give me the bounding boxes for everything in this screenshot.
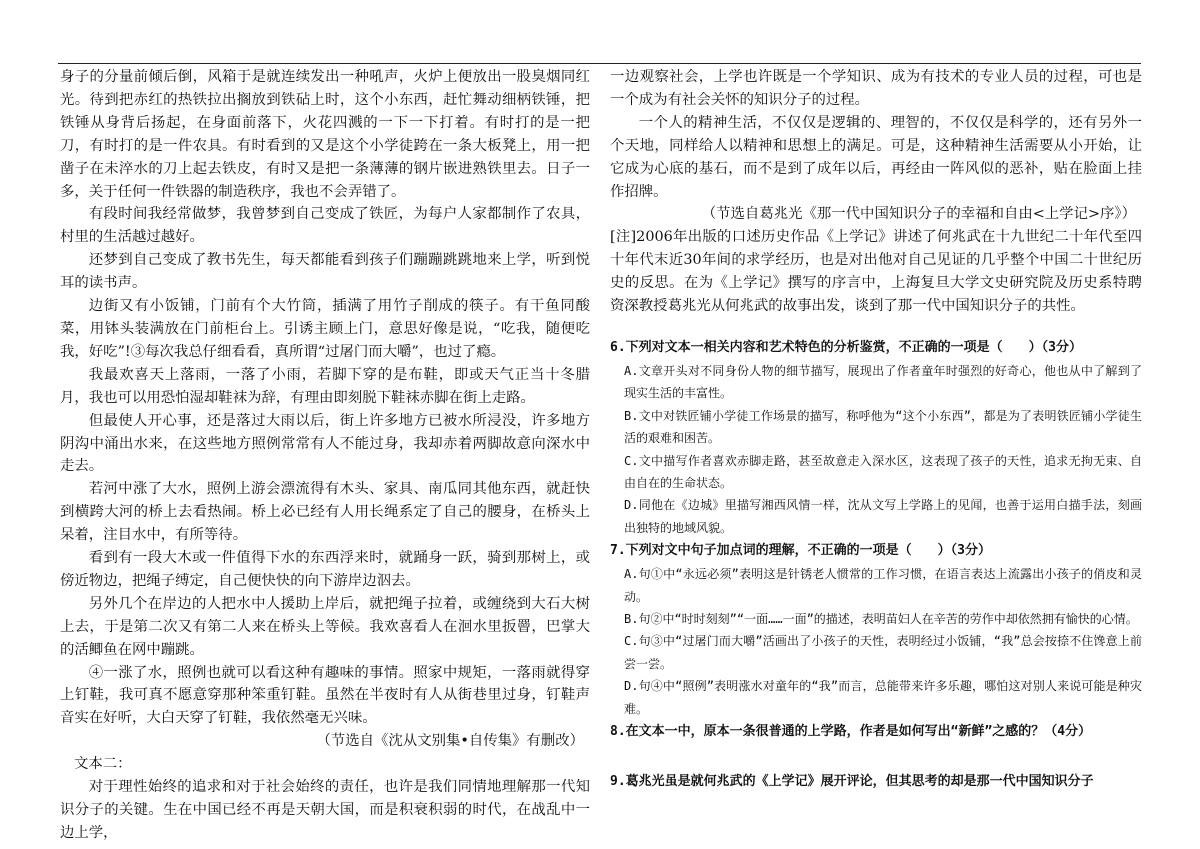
spacer: [610, 318, 1142, 336]
question-stem: 7.下列对文中句子加点词的理解，不正确的一项是（ ）（3分）: [610, 543, 991, 559]
option-d: D.同他在《边城》里描写湘西风情一样，沈从文写上学路上的见闻，也善于运用白描手法，刻画出独特的地域风貌。: [624, 498, 1142, 535]
question-stem: 9.葛兆光虽是就何兆武的《上学记》展开评论，但其思考的却是那一代中国知识分子: [610, 774, 1094, 790]
option-b: B.句②中“时时刻刻”“一面……一面”的描述，表明苗妇人在辛苦的劳作中却依然拥有愉快的心情。: [624, 612, 1138, 627]
paragraph: 身子的分量前倾后倒，风箱于是就连续发出一种吼声，火炉上便放出一股臭烟同红光。待到把赤红的热铁拉出搁放到铁砧上时，这个小东西，赶忙舞动细柄铁锤，把铁锤从身背后扬起，在身面前落下，火花四溅的一下一下打着。有时打的是一把刀，有时打的是一件农具。有时看到的又是这个小学徒跨在一条大板凳上，用一把凿子在未淬水的刀上起去铁皮，有时又是把一条薄薄的钢片嵌进熟铁里去。日子一多，关于任何一件铁器的制造秩序，我也不会弄错了。: [60, 69, 590, 200]
text2-paragraph: 对于理性始终的追求和对于社会始终的责任，也许是我们同情地理解那一代知识分子的关键。生在中国已经不再是天朝大国，而是积衰积弱的时代，在战乱中一边上学，: [60, 779, 590, 841]
text1-source: （节选自《沈从文别集•自传集》有删改）: [316, 733, 584, 750]
question-stem: 8.在文本一中，原本一条很普通的上学路，作者是如何写出“新鲜”之感的？（4分）: [610, 724, 1092, 740]
question-stem: 6.下列对文本一相关内容和艺术特色的分析鉴赏，不正确的一项是（ ）（3分）: [610, 339, 1082, 355]
paragraph: 一边观察社会，上学也许既是一个学知识、成为有技术的专业人员的过程，可也是一个成为有社会关怀的知识分子的过程。: [610, 69, 1142, 108]
paragraph: 看到有一段大木或一件值得下水的东西浮来时，就踊身一跃，骑到那树上，或傍近物边，把绳子缚定，自己便快快的向下游岸边泅去。: [60, 550, 590, 589]
question-6: [610, 336, 1142, 539]
paragraph: 一个人的精神生活，不仅仅是逻辑的、理智的，不仅仅是科学的，还有另外一个天地，同样给人以精神和思想上的满足。可是，这种精神生活需要从小开始，让它成为心底的基石，而不是到了成年以后，再经由一阵风似的恶补，贴在脸面上挂作招牌。: [610, 114, 1142, 200]
option-a: A.句①中“永远必须”表明这是针锈老人惯常的工作习惯，在语言表达上流露出小孩子的俏皮和灵动。: [624, 567, 1142, 604]
left-column: [60, 66, 590, 845]
option-c: C.句③中“过屠门而大嚼”活画出了小孩子的天性，表明经过小饭铺，“我”总会按捺不住馋意上前尝一尝。: [624, 634, 1142, 671]
paragraph: 有段时间我经常做梦，我曾梦到自己变成了铁匠，为每户人家都制作了农具，村里的生活越过越好。: [60, 206, 590, 246]
question-9: [610, 770, 1142, 794]
option-a: A.文章开头对不同身份人物的细节描写，展现出了作者童年时强烈的好奇心，他也从中了解到了现实生活的丰富性。: [624, 363, 1142, 401]
right-column: [610, 66, 1142, 794]
paragraph: ④一涨了水，照例也就可以看这种有趣味的事情。照家中规矩，一落雨就得穿上钉鞋，我可真不愿意穿那种笨重钉鞋。虽然在半夜时有人从街巷里过身，钉鞋声音实在好听，大白天穿了钉鞋，我依然毫无兴味。: [60, 664, 590, 727]
header-rule: [58, 63, 1141, 64]
paragraph: 还梦到自己变成了教书先生，每天都能看到孩子们蹦蹦跳跳地来上学，听到悦耳的读书声。: [60, 252, 590, 292]
paragraph: 边街又有小饭铺，门前有个大竹筒，插满了用竹子削成的筷子。有干鱼同酸菜，用钵头装满放在门前柜台上。引诱主顾上门，意思好像是说，“吃我，随便吃我，好吃”!③每次我总仔细看看，真所谓“过屠门而大嚼”，也过了瘾。: [60, 298, 590, 360]
paragraph: 我最欢喜天上落雨，一落了小雨，若脚下穿的是布鞋，即或天气正当十冬腊月，我也可以用恐怕湿却鞋袜为辞，有理由即刻脱下鞋袜赤脚在街上走路。: [60, 366, 590, 406]
paragraph: 若河中涨了大水，照例上游会漂流得有木头、家具、南瓜同其他东西，就赶快到横跨大河的桥上去看热闹。桥上必已经有人用长绳系定了自己的腰身，在桥头上呆着，注目水中，有所等待。: [60, 481, 590, 544]
text1-body: [60, 66, 590, 730]
text2-source: （节选自葛兆光《那一代中国知识分子的幸福和自由<上学记>序》）: [701, 206, 1136, 223]
question-8: [610, 720, 1142, 744]
annotation-note: [注]2006年出版的口述历史作品《上学记》讲述了何兆武在十九世纪二十年代至四十年代末近30年间的求学经历，也是对出他对自己见证的几乎整个中国二十世纪历史的反思。在为《上学记》撰写的序言中，上海复旦大学文史研究院及历史系特聘资深教授葛兆光从何兆武的故事出发，谈到了那一代中国知识分子的共性。: [610, 229, 1142, 315]
option-c: C.文中描写作者喜欢赤脚走路，甚至故意走入深水区，这表现了孩子的天性，追求无拘无束、自由自在的生命状态。: [624, 453, 1142, 490]
text2-label: 文本二：: [74, 756, 132, 773]
paragraph: 另外几个在岸边的人把水中人援助上岸后，就把绳子拉着，或缠绕到大石大树上去，于是第二次又有第二人来在桥头上等候。我欢喜看人在洄水里扳罾，巴掌大的活鲫鱼在网中蹦跳。: [60, 595, 590, 658]
option-d: D.句④中“照例”表明涨水对童年的“我”而言，总能带来许多乐趣，哪怕这对别人来说可能是种灾难。: [624, 679, 1142, 716]
answer-space: [610, 744, 1142, 770]
question-7: [610, 539, 1142, 720]
option-b: B.文中对铁匠铺小学徒工作场景的描写，称呼他为“这个小东西”，都是为了表明铁匠铺小学徒生活的艰难和困苦。: [624, 408, 1142, 446]
paragraph: 但最使人开心事，还是落过大雨以后，街上许多地方已被水所浸没，许多地方阴沟中涌出水来，在这些地方照例常常有人不能过身，我却赤着两脚故意向深水中走去。: [60, 412, 590, 475]
